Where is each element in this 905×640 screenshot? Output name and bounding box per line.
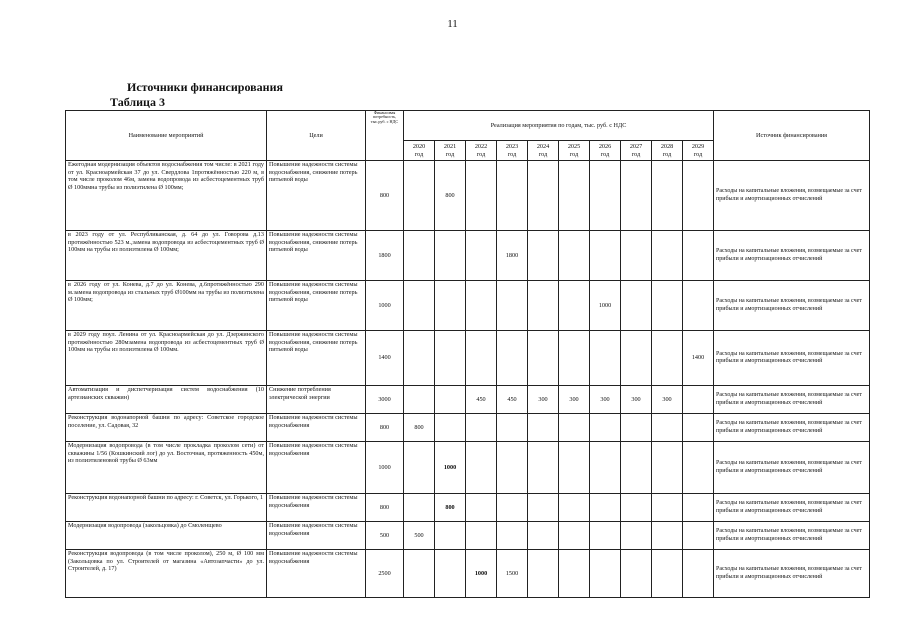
year-unit: год — [693, 150, 703, 158]
cell-year-2027 — [621, 331, 652, 386]
cell-cost: 1000 — [366, 281, 404, 331]
table-row — [66, 386, 870, 414]
cell-year-2025 — [559, 231, 590, 281]
header-year-2024 — [528, 141, 559, 161]
table-row — [66, 331, 870, 386]
year-unit: год — [600, 150, 610, 158]
cell-year-2027 — [621, 281, 652, 331]
cell-year-2029: 1400 — [683, 331, 714, 386]
cell-year-2025 — [559, 442, 590, 494]
cell-cost: 800 — [366, 414, 404, 442]
year-unit: год — [569, 150, 579, 158]
cell-year-2025: 300 — [559, 386, 590, 414]
cell-year-2026 — [590, 442, 621, 494]
financing-table — [65, 110, 870, 598]
year-unit: год — [414, 150, 424, 158]
year-unit: год — [538, 150, 548, 158]
header-year-2026 — [590, 141, 621, 161]
header-year-2021 — [435, 141, 466, 161]
table-row — [66, 281, 870, 331]
cell-year-2023 — [497, 281, 528, 331]
cell-year-2027 — [621, 494, 652, 522]
header-cost: Финансовая потребность, тыс.руб. с НДС — [366, 111, 404, 161]
cell-year-2026 — [590, 494, 621, 522]
cell-year-2022: 450 — [466, 386, 497, 414]
cell-funding-source: Расходы на капитальные вложения, возмещаемые за счет прибыли и амортизационных отчислений — [714, 414, 870, 442]
cell-year-2024 — [528, 522, 559, 550]
cell-year-2026 — [590, 550, 621, 598]
cell-year-2029 — [683, 281, 714, 331]
cell-year-2027 — [621, 161, 652, 231]
cell-year-2024 — [528, 442, 559, 494]
cell-measure-name: в 2029 году поул. Ленина от ул. Красноармейская до ул. Дзержинского протяжённостью 280мзамена водопровода из асбестоцементных труб Ø 100мм на трубы из полиэтилена Ø 100мм. — [66, 331, 267, 386]
cell-year-2029 — [683, 494, 714, 522]
table-body — [66, 161, 870, 598]
cell-year-2021 — [435, 231, 466, 281]
cell-measure-name: Ежегодная модернизация объектов водоснабжения том числе: в 2021 году от ул. Красноармейская 37 до ул. Свердлова 1протяжённостью 220 м, в том числе проколом 46м, замена водопровода из асбестоцементных труб Ø 100ммна трубы из полиэтилена Ø 100мм; — [66, 161, 267, 231]
cell-year-2028 — [652, 550, 683, 598]
cell-year-2028 — [652, 442, 683, 494]
page-number: 11 — [447, 18, 458, 30]
cell-year-2021 — [435, 414, 466, 442]
cell-year-2022 — [466, 331, 497, 386]
cell-measure-name: Реконструкция водонапорной башни по адресу: Советское городское поселение, ул. Садовая, 32 — [66, 414, 267, 442]
year-label: 2020 — [412, 142, 426, 150]
cell-year-2023 — [497, 414, 528, 442]
year-label: 2023 — [505, 142, 519, 150]
cell-measure-name: Реконструкция водопровода (в том числе проколом), 250 м, Ø 100 мм (Закольцовка по ул. Строителей от магазина «Автозапчасти» до ул. Строителей, д. 17) — [66, 550, 267, 598]
cell-funding-source: Расходы на капитальные вложения, возмещаемые за счет прибыли и амортизационных отчислений — [714, 386, 870, 414]
cell-goal: Повышение надежности системы водоснабжения — [267, 550, 366, 598]
cell-year-2027 — [621, 442, 652, 494]
cell-year-2028 — [652, 522, 683, 550]
cell-year-2020: 800 — [404, 414, 435, 442]
cell-year-2029 — [683, 231, 714, 281]
cell-year-2025 — [559, 161, 590, 231]
header-source: Источник финансирования — [714, 111, 870, 161]
cell-funding-source: Расходы на капитальные вложения, возмещаемые за счет прибыли и амортизационных отчислений — [714, 231, 870, 281]
cell-year-2025 — [559, 550, 590, 598]
cell-goal: Повышение надежности системы водоснабжения — [267, 442, 366, 494]
year-unit: год — [507, 150, 517, 158]
cell-year-2020 — [404, 281, 435, 331]
cell-goal: Повышение надежности системы водоснабжения — [267, 414, 366, 442]
table-row — [66, 522, 870, 550]
year-label: 2024 — [536, 142, 550, 150]
year-label: 2027 — [629, 142, 643, 150]
cell-funding-source: Расходы на капитальные вложения, возмещаемые за счет прибыли и амортизационных отчислений — [714, 281, 870, 331]
header-year-2027 — [621, 141, 652, 161]
cell-year-2022 — [466, 414, 497, 442]
header-name: Наименование мероприятий — [66, 111, 267, 161]
year-label: 2022 — [474, 142, 488, 150]
cell-year-2023 — [497, 522, 528, 550]
cell-cost: 3000 — [366, 386, 404, 414]
header-year-2029 — [683, 141, 714, 161]
cell-year-2028 — [652, 231, 683, 281]
cell-year-2025 — [559, 331, 590, 386]
cell-cost: 800 — [366, 161, 404, 231]
cell-year-2029 — [683, 522, 714, 550]
cell-year-2022 — [466, 442, 497, 494]
cell-year-2022 — [466, 522, 497, 550]
cell-year-2025 — [559, 522, 590, 550]
header-years-group: Реализация мероприятия по годам, тыс. руб. с НДС — [404, 111, 714, 141]
cell-goal: Снижение потребления электрической энергии — [267, 386, 366, 414]
cell-year-2029 — [683, 386, 714, 414]
cell-year-2027 — [621, 414, 652, 442]
cell-year-2020 — [404, 231, 435, 281]
cell-year-2022 — [466, 281, 497, 331]
cell-year-2020 — [404, 386, 435, 414]
table-row — [66, 231, 870, 281]
year-unit: год — [445, 150, 455, 158]
cell-year-2023 — [497, 331, 528, 386]
cell-year-2020 — [404, 550, 435, 598]
cell-year-2023 — [497, 161, 528, 231]
cell-year-2026 — [590, 331, 621, 386]
cell-measure-name: Реконструкция водонапорной башни по адресу: г. Советск, ул. Горького, 1 — [66, 494, 267, 522]
cell-year-2026 — [590, 522, 621, 550]
cell-year-2029 — [683, 161, 714, 231]
cell-year-2022 — [466, 161, 497, 231]
cell-year-2029 — [683, 414, 714, 442]
year-label: 2021 — [443, 142, 457, 150]
cell-measure-name: Модернизация водопровода (в том числе прокладка проколом сети) от скважины 1/56 (Кошкинский лог) до ул. Восточная, протяженность 450м, из полиэтиленовой трубы Ø 63мм — [66, 442, 267, 494]
year-label: 2029 — [691, 142, 705, 150]
cell-measure-name: в 2026 году от ул. Конева, д.7 до ул. Конева, д.6протяжённостью 290 м.замена водопровода из стальных труб Ø100мм на трубы из полиэтилена Ø 100мм; — [66, 281, 267, 331]
table-caption: Таблица 3 — [110, 95, 165, 109]
cell-year-2028: 300 — [652, 386, 683, 414]
header-row-top — [66, 111, 870, 141]
cell-year-2022 — [466, 494, 497, 522]
cell-funding-source: Расходы на капитальные вложения, возмещаемые за счет прибыли и амортизационных отчислений — [714, 161, 870, 231]
cell-year-2024 — [528, 161, 559, 231]
cell-cost: 1000 — [366, 442, 404, 494]
section-heading: Источники финансирования — [127, 80, 283, 94]
year-label: 2025 — [567, 142, 581, 150]
header-year-2028 — [652, 141, 683, 161]
table-row — [66, 414, 870, 442]
cell-year-2022: 1000 — [466, 550, 497, 598]
cell-year-2021 — [435, 331, 466, 386]
year-unit: год — [476, 150, 486, 158]
cell-year-2021: 1000 — [435, 442, 466, 494]
cell-year-2024 — [528, 331, 559, 386]
cell-funding-source: Расходы на капитальные вложения, возмещаемые за счет прибыли и амортизационных отчислений — [714, 331, 870, 386]
cell-year-2025 — [559, 281, 590, 331]
header-year-2022 — [466, 141, 497, 161]
cell-year-2025 — [559, 414, 590, 442]
cell-funding-source: Расходы на капитальные вложения, возмещаемые за счет прибыли и амортизационных отчислений — [714, 550, 870, 598]
cell-funding-source: Расходы на капитальные вложения, возмещаемые за счет прибыли и амортизационных отчислений — [714, 442, 870, 494]
cell-year-2021: 800 — [435, 494, 466, 522]
cell-measure-name: Модернизация водопровода (закольцовка) до Смоленщево — [66, 522, 267, 550]
cell-year-2028 — [652, 161, 683, 231]
cell-year-2020 — [404, 331, 435, 386]
cell-year-2024 — [528, 414, 559, 442]
cell-cost: 1800 — [366, 231, 404, 281]
cell-year-2020: 500 — [404, 522, 435, 550]
cell-goal: Повышение надежности системы водоснабжения, снижение потерь питьевой воды — [267, 161, 366, 231]
cell-year-2021 — [435, 386, 466, 414]
year-unit: год — [631, 150, 641, 158]
cell-year-2022 — [466, 231, 497, 281]
cell-year-2026 — [590, 161, 621, 231]
cell-year-2029 — [683, 442, 714, 494]
cell-year-2026: 300 — [590, 386, 621, 414]
cell-year-2027 — [621, 231, 652, 281]
cell-cost: 2500 — [366, 550, 404, 598]
cell-goal: Повышение надежности системы водоснабжения, снижение потерь питьевой воды — [267, 331, 366, 386]
cell-year-2020 — [404, 161, 435, 231]
cell-year-2026: 1000 — [590, 281, 621, 331]
cell-year-2023 — [497, 442, 528, 494]
cell-goal: Повышение надежности системы водоснабжения, снижение потерь питьевой воды — [267, 231, 366, 281]
cell-year-2024 — [528, 550, 559, 598]
cell-year-2023: 1800 — [497, 231, 528, 281]
cell-year-2025 — [559, 494, 590, 522]
cell-year-2024: 300 — [528, 386, 559, 414]
cell-year-2027 — [621, 522, 652, 550]
table-row — [66, 550, 870, 598]
table-row — [66, 442, 870, 494]
cell-funding-source: Расходы на капитальные вложения, возмещаемые за счет прибыли и амортизационных отчислений — [714, 494, 870, 522]
cell-year-2027 — [621, 550, 652, 598]
cell-year-2021 — [435, 522, 466, 550]
cell-year-2023: 450 — [497, 386, 528, 414]
cell-goal: Повышение надежности системы водоснабжения — [267, 494, 366, 522]
header-goal: Цели — [267, 111, 366, 161]
cell-year-2020 — [404, 442, 435, 494]
cell-year-2028 — [652, 331, 683, 386]
cell-year-2024 — [528, 231, 559, 281]
cell-year-2028 — [652, 414, 683, 442]
cell-year-2027: 300 — [621, 386, 652, 414]
cell-year-2026 — [590, 414, 621, 442]
cell-year-2023: 1500 — [497, 550, 528, 598]
year-label: 2028 — [660, 142, 674, 150]
cell-year-2020 — [404, 494, 435, 522]
cell-measure-name: Автоматизация и диспетчеризация систем водоснабжения (10 артезианских скважин) — [66, 386, 267, 414]
cell-year-2029 — [683, 550, 714, 598]
table-row — [66, 494, 870, 522]
year-unit: год — [662, 150, 672, 158]
cell-year-2028 — [652, 494, 683, 522]
cell-year-2028 — [652, 281, 683, 331]
header-year-2023 — [497, 141, 528, 161]
header-year-2025 — [559, 141, 590, 161]
cell-year-2024 — [528, 494, 559, 522]
cell-cost: 1400 — [366, 331, 404, 386]
cell-goal: Повышение надежности системы водоснабжения, снижение потерь питьевой воды — [267, 281, 366, 331]
cell-cost: 800 — [366, 494, 404, 522]
cell-year-2021 — [435, 550, 466, 598]
cell-year-2021: 800 — [435, 161, 466, 231]
cell-year-2024 — [528, 281, 559, 331]
cell-year-2023 — [497, 494, 528, 522]
table-row — [66, 161, 870, 231]
cell-goal: Повышение надежности системы водоснабжения — [267, 522, 366, 550]
year-label: 2026 — [598, 142, 612, 150]
cell-year-2026 — [590, 231, 621, 281]
cell-measure-name: в 2023 году от ул. Республиканская, д. 64 до ул. Говорова д.13 протяжённостью 523 м.,замена водопровода из асбестоцементных труб Ø 100мм на трубы из полиэтилена Ø 100мм; — [66, 231, 267, 281]
cell-funding-source: Расходы на капитальные вложения, возмещаемые за счет прибыли и амортизационных отчислений — [714, 522, 870, 550]
cell-year-2021 — [435, 281, 466, 331]
cell-cost: 500 — [366, 522, 404, 550]
header-year-2020 — [404, 141, 435, 161]
